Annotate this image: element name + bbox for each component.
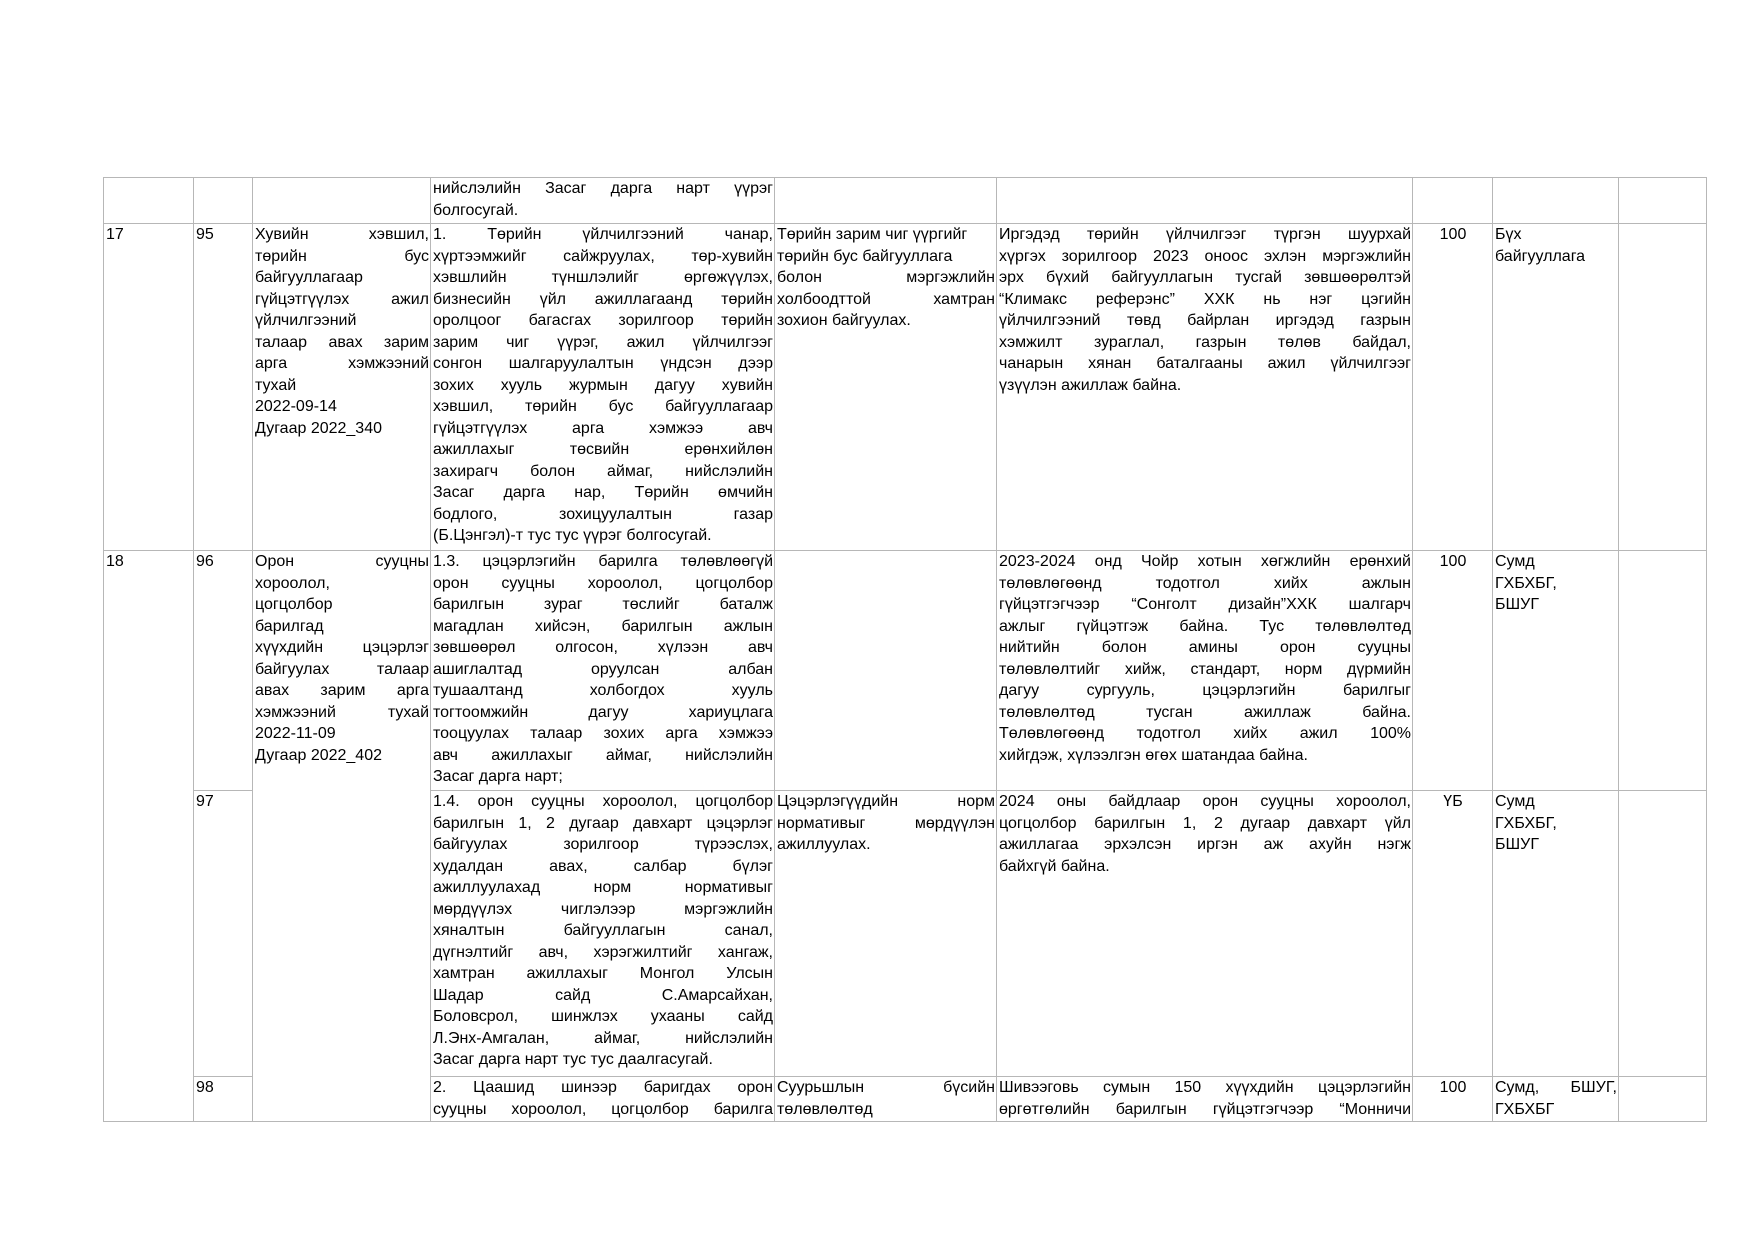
cell-topic: [253, 551, 431, 1122]
text-line: арга хэмжээний: [255, 355, 429, 372]
cell-note: [1619, 178, 1707, 224]
text-line: ажлыг гүйцэтгэж байна. Тус төлөвлөлтөд: [999, 617, 1411, 635]
text-line: (Б.Цэнгэл)-т тус тус үүрэг болгосугай.: [433, 527, 712, 544]
text-line: авах зарим арга: [255, 682, 429, 699]
text-line: төлөвлөлтийг хийж, стандарт, норм дүрмийн: [999, 660, 1411, 678]
text-line: гүйцэтгүүлэх арга хэмжээ авч: [433, 419, 773, 437]
cell-measure: [775, 178, 997, 224]
text-line: хамтран ажиллахыг Монгол Улсын: [433, 965, 773, 982]
text-line: төлөвлөлтөд: [777, 1100, 873, 1118]
cell-report: [997, 551, 1413, 791]
text-line: нийтийн болон амины орон сууцны: [999, 639, 1411, 656]
text-line: төлөвлөлтөд тусган ажиллаж байна.: [999, 703, 1411, 721]
cell-responsible: [1493, 551, 1619, 791]
cell-responsible: [1493, 791, 1619, 1077]
text-line: үйлчилгээний: [255, 312, 357, 329]
cell-note: [1619, 791, 1707, 1077]
text-line: хүүхдийн цэцэрлэг: [255, 639, 429, 656]
text-line: хүргэх зорилгоор 2023 оноос эхлэн мэргэжлийн: [999, 247, 1411, 265]
text-line: Орон сууцны: [255, 553, 429, 570]
text-line: оролцоог багасгах зорилгоор төрийн: [433, 312, 773, 329]
text-line: 2024 оны байдлаар орон сууцны хороолол,: [999, 793, 1411, 810]
text-line: захирагч болон аймаг, нийслэлийн: [433, 462, 773, 480]
cell-report: [997, 224, 1413, 551]
text-line: хэвшил, төрийн бус байгууллагаар: [433, 398, 773, 415]
cell-topic: [253, 178, 431, 224]
text-line: Л.Энх-Амгалан, аймаг, нийслэлийн: [433, 1029, 773, 1047]
text-line: дүгнэлтийг авч, хэрэгжилтийг хангаж,: [433, 943, 773, 961]
cell-responsible: [1493, 1077, 1619, 1122]
text-line: байгууллагаар: [255, 269, 363, 286]
text-line: хүртээмжийг сайжруулах, төр-хувийн: [433, 247, 773, 265]
cell-measure: [775, 1077, 997, 1122]
text-line: хяналтын байгууллагын санал,: [433, 922, 773, 939]
text-line: барилгын зураг төслийг баталж: [433, 596, 773, 613]
cell-responsible: [1493, 224, 1619, 551]
text-line: тогтоомжийн дагуу хариуцлага: [433, 703, 773, 721]
text-line: барилгын 1, 2 дугаар давхарт цэцэрлэг: [433, 814, 773, 832]
text-line: тооцуулах талаар зохих арга хэмжээ: [433, 725, 773, 742]
cell-decision: [431, 178, 775, 224]
text-line: Төрийн зарим чиг үүргийг: [777, 226, 968, 243]
text-line: хэвшлийн түншлэлийг өргөжүүлэх,: [433, 269, 773, 286]
text-line: Цэцэрлэгүүдийн норм: [777, 793, 995, 810]
text-line: магадлан хийсэн, барилгын ажлын: [433, 617, 773, 635]
cell-note: [1619, 1077, 1707, 1122]
cell-report: [997, 791, 1413, 1077]
cell-item: 96: [194, 551, 253, 791]
cell-item: [194, 178, 253, 224]
text-line: Суурьшлын бүсийн: [777, 1079, 995, 1096]
text-line: байгуулах талаар: [255, 660, 429, 678]
text-line: 2. Цаашид шинээр баригдах орон: [433, 1079, 773, 1096]
text-line: Иргэдэд төрийн үйлчилгээг түргэн шуурхай: [999, 226, 1411, 243]
text-line: байгуулах зорилгоор түрээслэх,: [433, 836, 773, 853]
text-line: төрийн бус: [255, 247, 429, 265]
text-line: чанарын хянан баталгааны ажил үйлчилгээг: [999, 355, 1411, 372]
cell-note: [1619, 224, 1707, 551]
text-line: БШУГ: [1495, 596, 1539, 613]
text-line: гүйцэтгэгчээр “Сонголт дизайн”ХХК шалгарч: [999, 596, 1411, 613]
text-line: нормативыг мөрдүүлэн: [777, 814, 995, 832]
cell-responsible: [1493, 178, 1619, 224]
text-line: 1.4. орон сууцны хороолол, цогцолбор: [433, 793, 773, 810]
text-line: орон сууцны хороолол, цогцолбор: [433, 574, 773, 592]
text-line: эрх бүхий байгууллагын тусгай зөвшөөрөлтэй: [999, 269, 1411, 286]
cell-no: 17: [104, 224, 194, 551]
text-line: Боловсрол, шинжлэх ухааны сайд: [433, 1008, 773, 1025]
text-line: хороолол,: [255, 574, 330, 592]
cell-topic: [253, 224, 431, 551]
cell-decision: [431, 551, 775, 791]
text-line: зөвшөөрөл олгосон, хүлээн авч: [433, 639, 773, 656]
text-line: холбоодттой хамтран: [777, 290, 995, 308]
text-line: цогцолбор: [255, 596, 333, 613]
text-line: мөрдүүлэх чиглэлээр мэргэжлийн: [433, 900, 773, 918]
cell-note: [1619, 551, 1707, 791]
text-line: байгууллага: [1495, 247, 1586, 265]
text-line: Шивээговь сумын 150 хүүхдийн цэцэрлэгийн: [999, 1079, 1411, 1096]
text-line: талаар авах зарим: [255, 333, 429, 351]
text-line: сууцны хороолол, цогцолбор барилга: [433, 1100, 773, 1118]
text-line: бизнесийн үйл ажиллагаанд төрийн: [433, 290, 773, 308]
text-line: ажиллуулахад норм нормативыг: [433, 879, 773, 896]
text-line: 1.3. цэцэрлэгийн барилга төлөвлөөгүй: [433, 553, 773, 570]
cell-decision: [431, 224, 775, 551]
text-line: цогцолбор барилгын 1, 2 дугаар давхарт үйл: [999, 814, 1411, 832]
text-line: “Климакс реферэнс” ХХК нь нэг цэгийн: [999, 290, 1411, 308]
cell-percent: 100: [1413, 1077, 1493, 1122]
text-line: авч ажиллахыг аймаг, нийслэлийн: [433, 746, 773, 764]
text-line: үйлчилгээний төвд байрлан иргэдэд газрын: [999, 312, 1411, 329]
text-line: барилгад: [255, 617, 324, 635]
text-line: төлөвлөгөөнд тодотгол хийх ажлын: [999, 574, 1411, 592]
text-line: 2022-11-09: [255, 725, 336, 742]
text-line: Төлөвлөгөөнд тодотгол хийх ажил 100%: [999, 725, 1411, 742]
text-line: сонгон шалгаруулалтын үндсэн дээр: [433, 355, 773, 372]
text-line: гүйцэтгүүлэх ажил: [255, 290, 429, 308]
table-row: [104, 224, 1707, 551]
cell-report: [997, 178, 1413, 224]
cell-no: [104, 178, 194, 224]
cell-report: [997, 1077, 1413, 1122]
text-line: Хувийн хэвшил,: [255, 226, 429, 243]
text-line: хэмжилт зураглал, газрын төлөв байдал,: [999, 333, 1411, 351]
text-line: Шадар сайд С.Амарсайхан,: [433, 986, 773, 1004]
report-table: [103, 177, 1707, 1122]
text-line: Засаг дарга нарт;: [433, 768, 563, 785]
text-line: 1. Төрийн үйлчилгээний чанар,: [433, 226, 773, 243]
table-row: [104, 551, 1707, 791]
text-line: Дугаар 2022_402: [255, 746, 382, 764]
text-line: тухай: [255, 376, 297, 394]
cell-percent: 100: [1413, 224, 1493, 551]
cell-decision: [431, 791, 775, 1077]
text-line: хийгдэж, хүлээлгэн өгөх шатандаа байна.: [999, 746, 1308, 764]
table-row: [104, 178, 1707, 224]
cell-measure: [775, 791, 997, 1077]
text-line: Сумд: [1495, 793, 1535, 810]
cell-percent: 100: [1413, 551, 1493, 791]
cell-item: 97: [194, 791, 253, 1077]
cell-decision: [431, 1077, 775, 1122]
text-line: Засаг дарга нарт тус тус даалгасугай.: [433, 1051, 713, 1068]
cell-measure: [775, 551, 997, 791]
text-line: ажиллуулах.: [777, 836, 871, 853]
text-line: Сумд: [1495, 553, 1535, 570]
text-line: төрийн бус байгууллага: [777, 247, 953, 265]
text-line: Засаг дарга нар, Төрийн өмчийн: [433, 484, 773, 501]
cell-no: 18: [104, 551, 194, 1122]
text-line: ажиллагаа эрхэлсэн иргэн аж ахуйн нэгж: [999, 836, 1411, 853]
text-line: болон мэргэжлийн: [777, 269, 995, 286]
text-line: 2023-2024 онд Чойр хотын хөгжлийн ерөнхий: [999, 553, 1411, 570]
text-line: ашиглалтад оруулсан албан: [433, 660, 773, 678]
text-line: дагуу сургууль, цэцэрлэгийн барилгыг: [999, 682, 1411, 699]
text-line: нийслэлийн Засаг дарга нарт үүрэг: [433, 180, 773, 197]
text-line: ажиллахыг төсвийн ерөнхийлөн: [433, 441, 773, 458]
text-line: Дугаар 2022_340: [255, 419, 382, 437]
cell-item: 98: [194, 1077, 253, 1122]
cell-item: 95: [194, 224, 253, 551]
cell-percent: [1413, 178, 1493, 224]
text-line: бодлого, зохицуулалтын газар: [433, 505, 773, 523]
cell-percent: ҮБ: [1413, 791, 1493, 1077]
text-line: ГХБХБГ,: [1495, 574, 1557, 592]
text-line: зохион байгуулах.: [777, 312, 911, 329]
text-line: Сумд, БШУГ,: [1495, 1079, 1617, 1096]
text-line: тушаалтанд холбогдох хууль: [433, 682, 773, 699]
cell-measure: [775, 224, 997, 551]
text-line: худалдан авах, салбар бүлэг: [433, 857, 773, 875]
text-line: 2022-09-14: [255, 398, 337, 415]
text-line: зохих хууль журмын дагуу хувийн: [433, 376, 773, 394]
text-line: үзүүлэн ажиллаж байна.: [999, 376, 1182, 394]
text-line: хэмжээний тухай: [255, 703, 429, 721]
text-line: зарим чиг үүрэг, ажил үйлчилгээг: [433, 333, 773, 351]
text-line: өргөтгөлийн барилгын гүйцэтгэгчээр “Монничи: [999, 1100, 1411, 1118]
text-line: ГХБХБГ,: [1495, 814, 1557, 832]
text-line: БШУГ: [1495, 836, 1539, 853]
text-line: болгосугай.: [433, 201, 519, 219]
text-line: ГХБХБГ: [1495, 1100, 1555, 1118]
text-line: байхгүй байна.: [999, 857, 1110, 875]
text-line: Бүх: [1495, 226, 1522, 243]
